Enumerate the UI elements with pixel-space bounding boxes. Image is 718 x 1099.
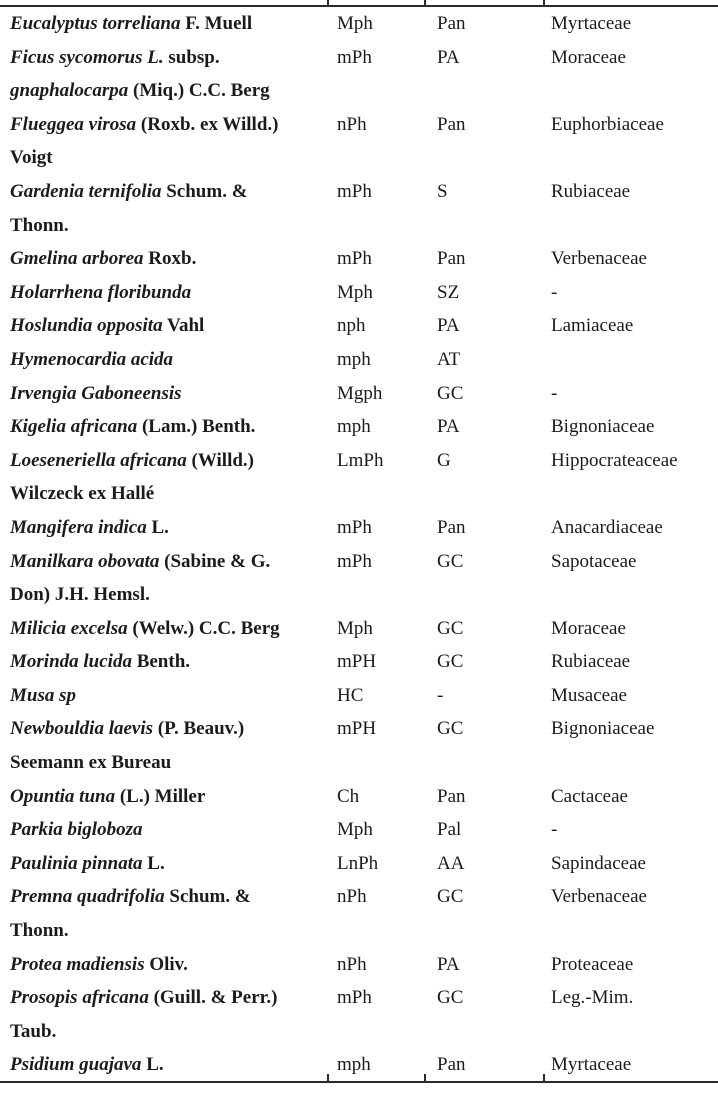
family-cell: Rubiaceae xyxy=(551,651,631,673)
species-cell xyxy=(0,511,327,545)
life-form-cell: mph xyxy=(337,416,371,438)
species-name-line: Wilczeck ex Hallé xyxy=(10,483,155,505)
species-name-line: Paulinia pinnata L. xyxy=(10,852,165,874)
species-name-line: Parkia bigloboza xyxy=(10,819,143,841)
chorology-cell: Pan xyxy=(437,1054,466,1076)
chorology-cell: Pal xyxy=(437,819,462,841)
species-name-line: Flueggea virosa (Roxb. ex Willd.) xyxy=(10,113,279,135)
family-cell: Moraceae xyxy=(551,46,626,68)
life-form-cell: mPh xyxy=(337,180,372,202)
table-row xyxy=(0,612,718,646)
chorology-cell: SZ xyxy=(437,281,460,303)
species-name-line: Manilkara obovata (Sabine & G. xyxy=(10,550,271,572)
species-cell xyxy=(0,276,327,310)
species-cell xyxy=(0,712,327,779)
species-table xyxy=(0,7,718,1082)
species-name-line: Holarrhena floribunda xyxy=(10,281,192,303)
species-name-line: Psidium guajava L. xyxy=(10,1054,164,1076)
chorology-cell: GC xyxy=(437,651,464,673)
chorology-cell: GC xyxy=(437,617,464,639)
table-row xyxy=(0,309,718,343)
chorology-cell: Pan xyxy=(437,113,466,135)
species-name-line: Opuntia tuna (L.) Miller xyxy=(10,785,206,807)
species-name-line: Musa sp xyxy=(10,684,76,706)
species-name-line: Eucalyptus torreliana F. Muell xyxy=(10,13,253,34)
life-form-cell: mPh xyxy=(337,516,372,538)
species-name-line: Irvengia Gaboneensis xyxy=(10,382,182,404)
life-form-cell: mPh xyxy=(337,248,372,270)
chorology-cell: S xyxy=(437,180,448,202)
life-form-cell: nPh xyxy=(337,113,367,135)
species-name-line: gnaphalocarpa (Miq.) C.C. Berg xyxy=(10,80,270,102)
family-cell: Lamiaceae xyxy=(551,315,634,337)
chorology-cell: AT xyxy=(437,348,461,370)
chorology-cell: PA xyxy=(437,46,460,68)
life-form-cell: nph xyxy=(337,315,366,337)
species-name-line: Premna quadrifolia Schum. & xyxy=(10,886,251,908)
species-name-line: Newbouldia laevis (P. Beauv.) xyxy=(10,718,245,740)
species-cell xyxy=(0,7,327,41)
column-divider-tick xyxy=(327,0,329,6)
species-name-line: Thonn. xyxy=(10,920,69,942)
chorology-cell: G xyxy=(437,449,451,471)
chorology-cell: PA xyxy=(437,953,460,975)
table-row xyxy=(0,108,718,175)
family-cell: Verbenaceae xyxy=(551,248,647,270)
species-cell xyxy=(0,108,327,175)
species-cell xyxy=(0,847,327,881)
chorology-cell: Pan xyxy=(437,13,466,34)
species-cell xyxy=(0,1048,327,1082)
species-name-line: Seemann ex Bureau xyxy=(10,752,172,774)
table-row xyxy=(0,981,718,1048)
table-row xyxy=(0,276,718,310)
chorology-cell: GC xyxy=(437,382,464,404)
life-form-cell: nPh xyxy=(337,886,367,908)
table-row xyxy=(0,444,718,511)
life-form-cell: Ch xyxy=(337,785,360,807)
family-cell: Bignoniaceae xyxy=(551,416,655,438)
chorology-cell: PA xyxy=(437,416,460,438)
table-row xyxy=(0,7,718,41)
family-cell: Myrtaceae xyxy=(551,1054,632,1076)
species-name-line: Taub. xyxy=(10,1020,57,1042)
family-cell: Sapindaceae xyxy=(551,852,646,874)
species-name-line: Loeseneriella africana (Willd.) xyxy=(10,449,254,471)
table-row xyxy=(0,847,718,881)
species-name-line: Protea madiensis Oliv. xyxy=(10,953,188,975)
table-row xyxy=(0,511,718,545)
life-form-cell: mph xyxy=(337,348,371,370)
chorology-cell: PA xyxy=(437,315,460,337)
table-row xyxy=(0,1048,718,1082)
family-cell: Anacardiaceae xyxy=(551,516,663,538)
life-form-cell: Mgph xyxy=(337,382,383,404)
family-cell: Leg.-Mim. xyxy=(551,987,634,1009)
species-cell xyxy=(0,309,327,343)
species-cell xyxy=(0,377,327,411)
species-cell xyxy=(0,175,327,242)
column-divider-tick xyxy=(543,0,545,6)
species-name-line: Voigt xyxy=(10,147,53,169)
family-cell: Euphorbiaceae xyxy=(551,113,664,135)
life-form-cell: nPh xyxy=(337,953,367,975)
life-form-cell: Mph xyxy=(337,13,373,34)
species-cell xyxy=(0,612,327,646)
table-row xyxy=(0,41,718,108)
life-form-cell: mPh xyxy=(337,987,372,1009)
life-form-cell: mPH xyxy=(337,718,377,740)
species-name-line: Hoslundia opposita Vahl xyxy=(10,315,205,337)
table-row xyxy=(0,377,718,411)
family-cell: - xyxy=(551,382,558,404)
table-row xyxy=(0,679,718,713)
species-cell xyxy=(0,780,327,814)
table-row xyxy=(0,545,718,612)
family-cell: Musaceae xyxy=(551,684,627,706)
species-cell xyxy=(0,41,327,108)
family-cell: Cactaceae xyxy=(551,785,628,807)
species-cell xyxy=(0,948,327,982)
chorology-cell: GC xyxy=(437,550,464,572)
family-cell: Rubiaceae xyxy=(551,180,631,202)
table-row xyxy=(0,242,718,276)
life-form-cell: LnPh xyxy=(337,852,379,874)
table-row xyxy=(0,780,718,814)
life-form-cell: mPh xyxy=(337,550,372,572)
species-cell xyxy=(0,242,327,276)
life-form-cell: Mph xyxy=(337,819,373,841)
species-cell xyxy=(0,343,327,377)
species-name-line: Milicia excelsa (Welw.) C.C. Berg xyxy=(10,617,280,639)
family-cell: Verbenaceae xyxy=(551,886,647,908)
table-row xyxy=(0,948,718,982)
table-row xyxy=(0,645,718,679)
life-form-cell: mPh xyxy=(337,46,372,68)
family-cell: Hippocrateaceae xyxy=(551,449,678,471)
table-row xyxy=(0,175,718,242)
column-divider-tick xyxy=(424,0,426,6)
life-form-cell: mph xyxy=(337,1054,371,1076)
chorology-cell: AA xyxy=(437,852,465,874)
table-row xyxy=(0,880,718,947)
species-name-line: Hymenocardia acida xyxy=(10,348,174,370)
species-name-line: Prosopis africana (Guill. & Perr.) xyxy=(10,987,278,1009)
species-cell xyxy=(0,813,327,847)
chorology-cell: Pan xyxy=(437,248,466,270)
chorology-cell: Pan xyxy=(437,785,466,807)
species-name-line: Don) J.H. Hemsl. xyxy=(10,584,150,606)
species-cell xyxy=(0,410,327,444)
life-form-cell: Mph xyxy=(337,617,373,639)
species-cell xyxy=(0,444,327,511)
species-name-line: Gmelina arborea Roxb. xyxy=(10,248,197,270)
chorology-cell: GC xyxy=(437,987,464,1009)
family-cell: - xyxy=(551,281,558,303)
life-form-cell: HC xyxy=(337,684,364,706)
table-row xyxy=(0,410,718,444)
chorology-cell: GC xyxy=(437,718,464,740)
table-row xyxy=(0,813,718,847)
chorology-cell: - xyxy=(437,684,444,706)
life-form-cell: mPH xyxy=(337,651,377,673)
species-name-line: Thonn. xyxy=(10,214,69,236)
family-cell: Bignoniaceae xyxy=(551,718,655,740)
table-row xyxy=(0,343,718,377)
chorology-cell: GC xyxy=(437,886,464,908)
species-cell xyxy=(0,880,327,947)
table-bottom-border xyxy=(0,1081,718,1083)
species-name-line: Ficus sycomorus L. subsp. xyxy=(10,46,220,68)
species-name-line: Gardenia ternifolia Schum. & xyxy=(10,180,248,202)
family-cell: Sapotaceae xyxy=(551,550,637,572)
life-form-cell: Mph xyxy=(337,281,373,303)
table-row xyxy=(0,712,718,779)
family-cell: Moraceae xyxy=(551,617,626,639)
species-cell xyxy=(0,981,327,1048)
species-cell xyxy=(0,645,327,679)
species-name-line: Morinda lucida Benth. xyxy=(10,651,191,673)
family-cell: Proteaceae xyxy=(551,953,634,975)
species-cell xyxy=(0,545,327,612)
family-cell: - xyxy=(551,819,558,841)
species-name-line: Kigelia africana (Lam.) Benth. xyxy=(10,416,256,438)
species-name-line: Mangifera indica L. xyxy=(10,516,169,538)
species-cell xyxy=(0,679,327,713)
family-cell: Myrtaceae xyxy=(551,13,632,34)
life-form-cell: LmPh xyxy=(337,449,384,471)
chorology-cell: Pan xyxy=(437,516,466,538)
